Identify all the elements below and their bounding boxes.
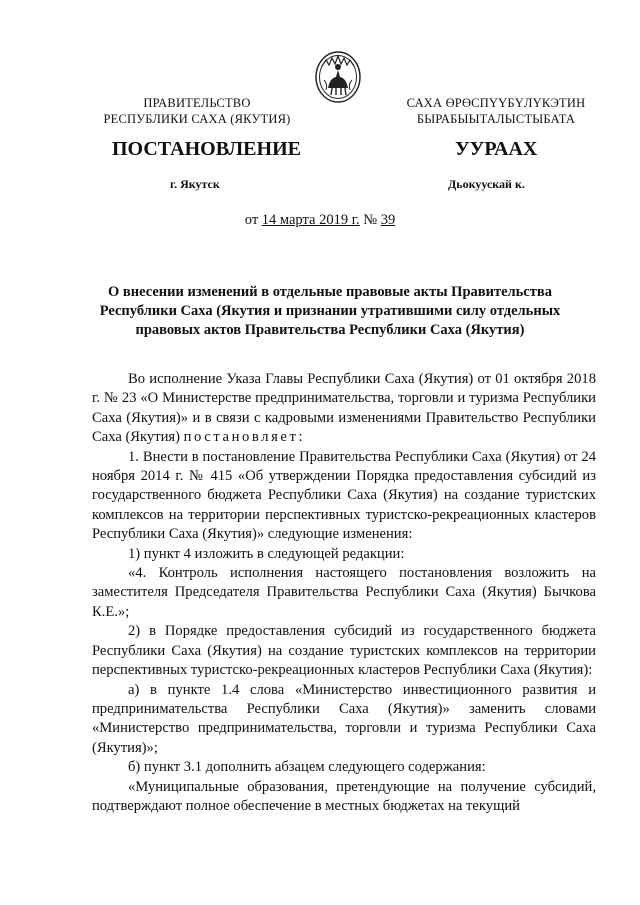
issuer-left-line2: РЕСПУБЛИКИ САХА (ЯКУТИЯ) [103,112,291,126]
issuer-right-block [380,95,612,127]
coat-of-arms-icon [314,50,362,104]
paragraph-2: 1) пункт 4 изложить в следующей редакции: [128,545,405,562]
paragraph-preamble [92,370,596,448]
paragraph-4: 2) в Порядке предоставления субсидий из государственного бюджета Республики Саха (Якутия) на создание туристских комплексов на территории перспективных туристско-рекреационных кластеров Республики Саха (Якутия): [92,623,596,679]
date-prefix: от [244,212,262,228]
doc-type-right: УУРААХ [455,138,538,160]
paragraph-5: а) в пункте 1.4 слова «Министерство инвестиционного развития и предпринимательства Республики Саха (Якутия)» заменить словами «Министерство предпринимательства, торговли и туризма Республики Саха (Якутия)»; [92,681,596,756]
resolves-word: постановляет: [183,429,306,446]
document-body [92,370,596,816]
preamble-text: Во исполнение Указа Главы Республики Саха (Якутия) от 01 октября 2018 г. № 23 «О Министерстве предпринимательства, торговли и туризма Республики Саха (Якутия)» и в связи с кадровыми изменениями Правительство Республики Саха (Якутия) [92,371,596,446]
issuer-left-block [92,95,302,127]
issuer-right-line1: САХА ӨРӨСПҮҮБҮЛҮКЭТИН [406,96,586,110]
title-line-1: О внесении изменений в отдельные правовые акты Правительства [108,284,552,300]
issuer-right-line2: БЫРАБЫЫТАЛЫСТЫБАТА [416,112,576,126]
paragraph-7: «Муниципальные образования, претендующие на получение субсидий, подтверждают полное обеспечение в местных бюджетах на текущий [92,778,596,814]
number-prefix: № [359,212,381,228]
doc-type-left: ПОСТАНОВЛЕНИЕ [112,138,301,160]
paragraph-3: «4. Контроль исполнения настоящего постановления возложить на заместителя Председателя Правительства Республики Саха (Якутия) Бычкова К.Е.»; [92,565,596,620]
issuer-left-line1: ПРАВИТЕЛЬСТВО [143,96,251,110]
document-title [60,283,600,340]
city-left: г. Якутск [170,177,220,191]
paragraph-1: 1. Внести в постановление Правительства Республики Саха (Якутия) от 24 ноября 2014 г. № 415 «Об утверждении Порядка предоставления субсидий из государственного бюджета Республики Саха (Якутия) на создание туристских комплексов на территории перспективных туристско-рекреационных кластеров Республики Саха (Якутия)» следующие изменения: [92,448,596,543]
title-line-3: правовых актов Правительства Республики Саха (Якутия) [135,322,525,338]
city-right: Дьокуускай к. [448,177,525,191]
title-line-2: Республики Саха (Якутия и признании утратившими силу отдельных [99,303,561,319]
paragraph-6: б) пункт 3.1 дополнить абзацем следующего содержания: [128,759,486,776]
document-date: 14 марта 2019 г. [261,212,360,228]
document-date-line [0,212,640,229]
document-number: 39 [380,212,396,228]
